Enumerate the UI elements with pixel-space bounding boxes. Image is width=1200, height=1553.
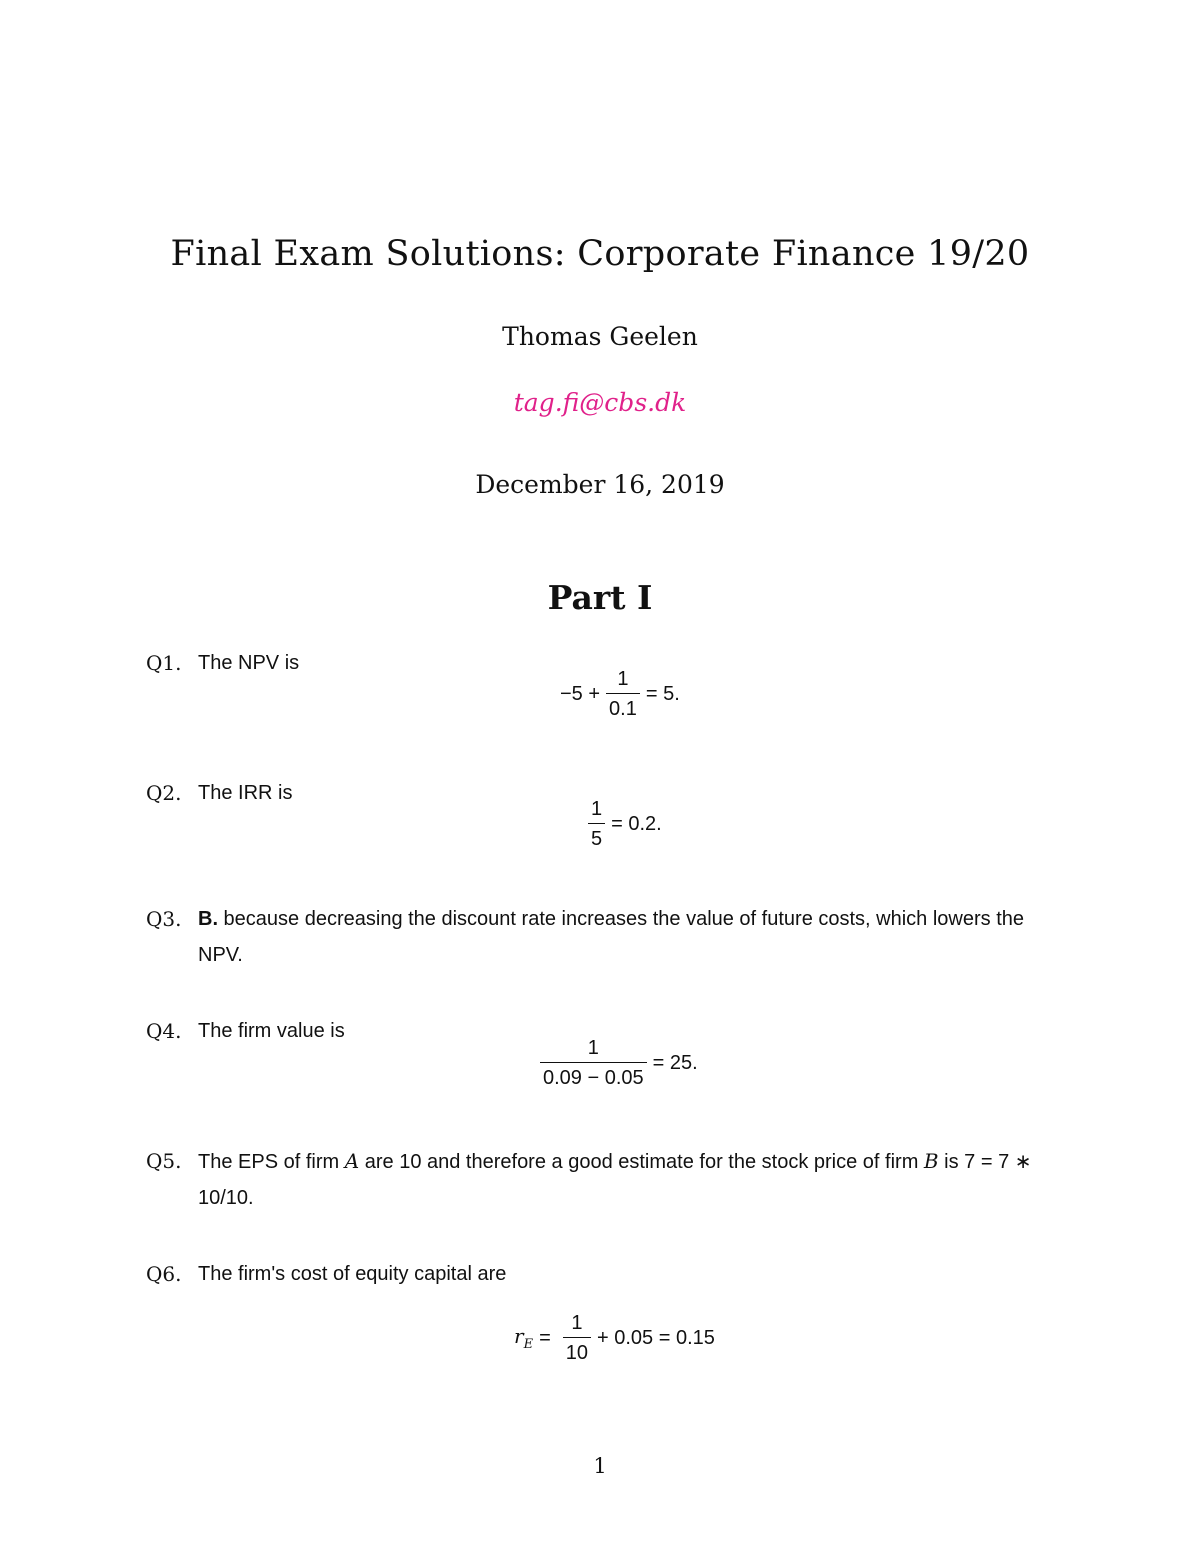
question-text — [146, 901, 1066, 973]
question-label: Q4. — [146, 1019, 182, 1043]
fraction-numerator: 1 — [571, 1312, 583, 1334]
question-label: Q1. — [146, 651, 182, 675]
question-6 — [146, 1256, 1066, 1292]
question-label: Q2. — [146, 781, 182, 805]
equation-result: + 0.05 = 0.15 — [597, 1326, 715, 1349]
equation-q4 — [534, 1037, 698, 1089]
equation-prefix: −5 + — [560, 682, 601, 705]
document-date: December 16, 2019 — [475, 470, 725, 499]
fraction-denominator: 10 — [563, 1337, 591, 1364]
question-label: Q5. — [146, 1149, 182, 1173]
question-label: Q3. — [146, 907, 182, 931]
equation-result: = 5. — [645, 682, 680, 705]
math-variable: B — [923, 1149, 939, 1173]
question-text: The firm's cost of equity capital are — [198, 1263, 507, 1285]
question-5 — [146, 1143, 1066, 1216]
equation-q1 — [560, 668, 680, 720]
page-number: 1 — [593, 1454, 607, 1478]
fraction-numerator: 1 — [617, 668, 629, 690]
variable-subscript: E — [523, 1337, 534, 1352]
fraction-denominator: 0.09 − 0.05 — [540, 1062, 647, 1089]
question-3 — [146, 901, 1066, 973]
author-name: Thomas Geelen — [502, 322, 698, 351]
fraction-denominator: 0.1 — [606, 693, 640, 720]
equation-q2 — [582, 798, 662, 850]
fraction — [606, 668, 640, 720]
math-variable: A — [344, 1149, 360, 1173]
equation-q6 — [514, 1312, 715, 1364]
equation-result: = 0.2. — [611, 812, 662, 835]
text-segment: are 10 and therefore a good estimate for the stock price of firm — [359, 1151, 924, 1173]
author-email-link[interactable]: tag.fi@cbs.dk — [513, 388, 687, 417]
document-title: Final Exam Solutions: Corporate Finance 19/20 — [170, 234, 1030, 274]
equation-result: = 25. — [652, 1051, 698, 1074]
answer-choice: B. — [198, 908, 218, 930]
question-text: The NPV is — [198, 652, 300, 674]
fraction — [563, 1312, 591, 1364]
question-label: Q6. — [146, 1262, 182, 1286]
answer-explanation: because decreasing the discount rate increases the value of future costs, which lowers the NPV. — [198, 908, 1025, 966]
text-segment: is 7 = 7 ∗ 10/10. — [198, 1151, 1032, 1209]
text-segment: The EPS of firm — [198, 1151, 345, 1173]
variable-base: r — [514, 1324, 524, 1348]
equals-sign: = — [539, 1326, 551, 1349]
question-text — [146, 1143, 1066, 1216]
fraction — [540, 1037, 647, 1089]
question-text: The IRR is — [198, 782, 293, 804]
math-variable — [514, 1324, 533, 1352]
part-heading: Part I — [547, 578, 653, 617]
fraction-denominator: 5 — [588, 823, 605, 850]
fraction-numerator: 1 — [587, 1037, 599, 1059]
fraction — [588, 798, 605, 850]
question-text: The firm value is — [198, 1020, 345, 1042]
fraction-numerator: 1 — [591, 798, 603, 820]
